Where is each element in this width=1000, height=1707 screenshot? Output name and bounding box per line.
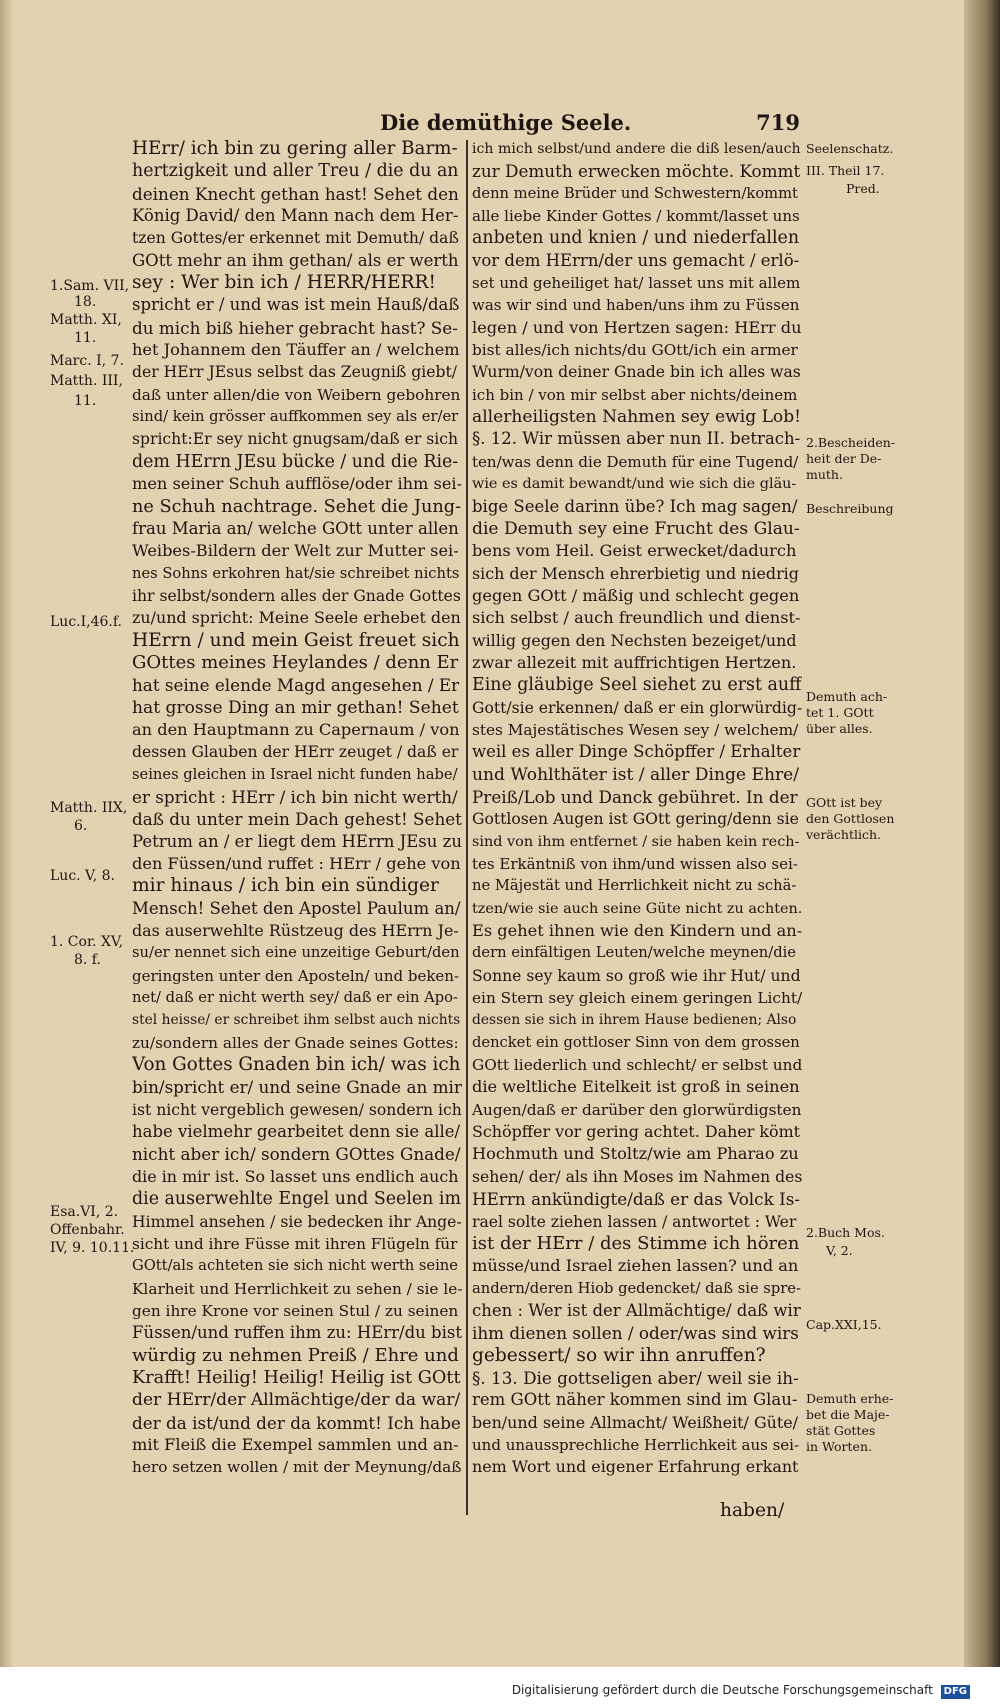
text-line: zwar allezeit mit auffrichtigen Hertzen. [472,652,797,672]
margin-note-demuth-erhebet-3: stät Gottes [806,1423,876,1438]
margin-note-offenbahr: Offenbahr. [50,1222,125,1238]
text-line: Mensch! Sehet den Apostel Paulum an/ [132,898,461,918]
text-line: König David/ den Mann nach dem Her- [132,206,459,226]
text-line: dencket ein gottloser Sinn von dem grossen [472,1033,800,1051]
text-line: denn meine Brüder und Schwestern/kommt [472,184,798,202]
text-line: nes Sohns erkohren hat/sie schreibet nichts [132,564,460,582]
text-line: Preiß/Lob und Danck gebühret. In der [472,786,798,807]
text-line: rem GOtt näher kommen sind im Glau- [472,1390,798,1410]
text-line: bens vom Heil. Geist erwecket/dadurch [472,541,797,561]
margin-note-cor-verse: 8. f. [74,952,101,968]
margin-note-buch-mos: 2.Buch Mos. [806,1225,885,1240]
text-line: zu/sondern alles der Gnade seines Gottes: [132,1033,459,1052]
text-line: alle liebe Kinder Gottes / kommt/lasset uns [472,207,800,226]
text-line: deinen Knecht gethan hast! Sehet den [132,183,459,204]
text-line: an den Hauptmann zu Capernaum / von [132,719,460,739]
digitization-footer [0,1667,1000,1707]
text-line: su/er nennet sich eine unzeitige Geburt/den [132,944,460,962]
text-line: men seiner Schuh aufflöse/oder ihm sei- [132,474,462,494]
text-line: spricht:Er sey nicht gnugsam/daß er sich [132,430,458,449]
text-line: GOtt liederlich und schlecht/ er selbst und [472,1056,802,1075]
right-text-column [472,138,802,1479]
text-line: ihm dienen sollen / oder/was sind wirs [472,1323,799,1344]
text-line: bige Seele darinn übe? Ich mag sagen/ [472,496,798,516]
page-header [380,110,800,136]
text-line: ich mich selbst/und andere die diß lesen/auch [472,141,801,157]
text-line: gegen GOtt / mäßig und schlecht gegen [472,585,800,605]
text-line: andern/deren Hiob gedencket/ daß sie spre- [472,1279,801,1297]
text-line: er spricht : HErr / ich bin nicht werth/ [132,786,458,807]
text-line: sey : Wer bin ich / HERR/HERR! [132,272,437,294]
text-line: GOttes meines Heylandes / denn Er [132,651,459,673]
text-line: den Füssen/und ruffet : HErr / gehe von [132,854,461,873]
text-line: und Wohlthäter ist / aller Dinge Ehre/ [472,764,800,785]
text-line: mit Fleiß die Exempel sammlen und an- [132,1434,459,1454]
margin-note-gott-verachtlich: GOtt ist bey [806,795,883,810]
text-line: und unaussprechliche Herrlichkeit aus sei- [472,1435,800,1454]
text-line: Klarheit und Herrlichkeit zu sehen / sie le- [132,1279,462,1298]
text-line: chen : Wer ist der Allmächtige/ daß wir [472,1300,801,1320]
text-line: §. 12. Wir müssen aber nun II. betrach- [472,429,801,449]
text-line: allerheiligsten Nahmen sey ewig Lob! [472,407,802,428]
text-line: ne Schuh nachtrage. Sehet die Jung- [132,496,462,517]
margin-note-seelenschatz-theil: III. Theil 17. [806,163,885,178]
margin-note-bescheidenheit-2: heit der De- [806,451,882,466]
text-line: GOtt/als achteten sie sich nicht werth seine [132,1257,458,1275]
margin-note-cor: 1. Cor. XV, [50,934,124,950]
text-line: Augen/daß er darüber den glorwürdigsten [472,1100,802,1119]
text-line: zu/und spricht: Meine Seele erhebet den [132,608,461,628]
text-line: Füssen/und ruffen ihm zu: HErr/du bist [132,1323,462,1343]
text-line: Es gehet ihnen wie den Kindern und an- [472,921,802,941]
text-line: §. 13. Die gottseligen aber/ weil sie ih- [472,1367,799,1388]
text-line: hertzigkeit und aller Treu / die du an [132,161,459,182]
text-line: sich der Mensch ehrerbietig und niedrig [472,563,799,583]
text-line: du mich biß hieher gebracht hast? Se- [132,317,458,338]
text-line: anbeten und knien / und niederfallen [472,228,800,249]
text-line: dessen sie sich in ihrem Hause bedienen; Also [472,1012,797,1029]
footer-credit-text: Digitalisierung gefördert durch die Deutsche Forschungsgemeinschaft [511,1683,933,1697]
catchword: haben/ [720,1500,785,1521]
running-title: Die demüthige Seele. [380,110,632,135]
text-line: HErrn ankündigte/daß er das Volck Is- [472,1189,800,1210]
text-line: Krafft! Heilig! Heilig! Heilig ist GOtt [132,1367,461,1388]
margin-note-demuth-erhebet-2: bet die Maje- [806,1407,890,1422]
text-line: müsse/und Israel ziehen lassen? und an [472,1256,799,1276]
text-line: frau Maria an/ welche GOtt unter allen [132,518,459,538]
text-line: ist nicht vergeblich gewesen/ sondern ich [132,1100,462,1119]
text-line: Schöpffer vor gering achtet. Daher kömt [472,1122,801,1142]
margin-note-matth-xi-verse: 11. [74,330,97,346]
text-line: HErrn / und mein Geist freuet sich [132,629,460,651]
margin-note-matth-iix-verse: 6. [74,818,88,834]
text-line: bin/spricht er/ und seine Gnade an mir [132,1077,462,1098]
text-line: hat seine elende Magd angesehen / Er [132,675,460,696]
text-line: seines gleichen in Israel nicht funden habe/ [132,765,458,783]
margin-note-luc-v: Luc. V, 8. [50,868,115,884]
text-line: GOtt mehr an ihm gethan/ als er werth [132,250,459,270]
book-gutter [964,0,1000,1707]
text-line: daß unter allen/die von Weibern gebohren [132,385,461,404]
margin-note-buch-mos-verse: V, 2. [826,1243,853,1258]
column-rule [466,140,468,1515]
text-line: tes Erkäntniß von ihm/und wissen also sei- [472,855,798,873]
margin-note-luc-i: Luc.I,46.f. [50,614,122,630]
text-line: ein Stern sey gleich einem geringen Licht/ [472,989,802,1008]
text-line: die Demuth sey eine Frucht des Glau- [472,518,800,539]
text-line: das auserwehlte Rüstzeug des HErrn Je- [132,921,459,941]
text-line: Wurm/von deiner Gnade bin ich alles was [472,363,801,382]
text-line: Gott/sie erkennen/ daß er ein glorwürdig- [472,698,802,717]
text-line: Von Gottes Gnaden bin ich/ was ich [132,1054,461,1076]
text-line: die in mir ist. So lasset uns endlich auch [132,1166,459,1186]
text-line: ich bin / von mir selbst aber nichts/deinem [472,385,798,404]
text-line: weil es aller Dinge Schöpffer / Erhalter [472,742,801,762]
text-line: die weltliche Eitelkeit ist groß in seinen [472,1077,800,1097]
margin-note-sam: 1.Sam. VII, [50,278,130,294]
text-line: net/ daß er nicht werth sey/ daß er ein Apo- [132,989,458,1007]
text-line: Hochmuth und Stoltz/wie am Pharao zu [472,1144,799,1164]
text-line: sind von ihm entfernet / sie haben kein rech- [472,833,800,850]
text-line: was wir sind und haben/uns ihm zu Füssen [472,296,800,315]
margin-note-demuth-achtet: Demuth ach- [806,689,888,704]
text-line: nicht aber ich/ sondern GOttes Gnade/ [132,1144,461,1165]
text-line: willig gegen den Nechsten bezeiget/und [472,630,797,650]
text-line: ten/was denn die Demuth für eine Tugend/ [472,452,799,471]
text-line: hero setzen wollen / mit der Meynung/daß [132,1458,462,1477]
text-line: Eine gläubige Seel siehet zu erst auff [472,675,802,696]
text-line: wie es damit bewandt/und wie sich die gläu- [472,476,797,493]
text-line: mir hinaus / ich bin ein sündiger [132,875,439,897]
margin-note-seelenschatz: Seelenschatz. [806,141,894,156]
text-line: sich selbst / auch freundlich und dienst- [472,608,801,628]
margin-note-matth-iii-verse: 11. [74,393,97,409]
margin-note-matth-iix: Matth. IIX, [50,800,128,816]
text-line: stes Majestätisches Wesen sey / welchem/ [472,720,799,739]
text-line: rael solte ziehen lassen / antwortet : Wer [472,1212,797,1231]
margin-note-seelenschatz-pred: Pred. [846,181,880,196]
text-line: der HErr JEsus selbst das Zeugniß giebt/ [132,363,457,382]
text-line: würdig zu nehmen Preiß / Ehre und [132,1344,459,1366]
text-line: dern einfältigen Leuten/welche meynen/die [472,944,796,962]
text-line: hat grosse Ding an mir gethan! Sehet [132,697,459,718]
text-line: ne Mäjestät und Herrlichkeit nicht zu schä- [472,877,797,895]
text-line: tzen/wie sie auch seine Güte nicht zu achten. [472,900,802,917]
text-line: dem HErrn JEsu bücke / und die Rie- [132,451,459,472]
text-line: tzen Gottes/er erkennet mit Demuth/ daß [132,229,459,248]
text-line: Himmel ansehen / sie bedecken ihr Ange- [132,1212,462,1231]
text-line: nem Wort und eigener Erfahrung erkant [472,1457,799,1477]
page-edge-shadow [0,0,14,1707]
margin-note-marc: Marc. I, 7. [50,353,124,369]
text-line: der da ist/und der da kommt! Ich habe [132,1412,461,1433]
page-number: 719 [756,110,800,135]
dfg-logo: DFG [941,1685,970,1699]
margin-note-demuth-erhebet-4: in Worten. [806,1439,872,1454]
margin-note-beschreibung: Beschreibung [806,501,894,516]
margin-note-cap: Cap.XXI,15. [806,1317,882,1332]
margin-note-esa: Esa.VI, 2. [50,1204,119,1220]
text-line: gen ihre Krone vor seinen Stul / zu seinen [132,1301,459,1320]
margin-note-gott-verachtlich-3: verächtlich. [806,827,881,842]
text-line: sehen/ der/ als ihn Moses im Nahmen des [472,1167,802,1186]
text-line: sicht und ihre Füsse mit ihren Flügeln für [132,1234,458,1253]
margin-note-demuth-erhebet: Demuth erhe- [806,1391,894,1406]
margin-note-demuth-achtet-3: über alles. [806,721,873,736]
text-line: HErr/ ich bin zu gering aller Barm- [132,138,458,159]
text-line: set und geheiliget hat/ lasset uns mit allem [472,274,801,293]
margin-note-matth-iii: Matth. III, [50,373,123,389]
text-line: habe vielmehr gearbeitet denn sie alle/ [132,1122,461,1142]
text-line: ben/und seine Allmacht/ Weißheit/ Güte/ [472,1412,799,1432]
text-line: der HErr/der Allmächtige/der da war/ [132,1390,461,1411]
text-line: sind/ kein grösser auffkommen sey als er/er [132,408,459,426]
text-line: bist alles/ich nichts/du GOtt/ich ein armer [472,341,798,360]
text-line: die auserwehlte Engel und Seelen im [132,1189,461,1210]
left-text-column [132,138,462,1479]
text-line: gebessert/ so wir ihn anruffen? [472,1344,766,1366]
margin-note-bescheidenheit: 2.Bescheiden- [806,435,896,450]
text-line: Sonne sey kaum so groß wie ihr Hut/ und [472,966,801,985]
text-line: legen / und von Hertzen sagen: HErr du [472,317,802,337]
text-line: Petrum an / er liegt dem HErrn JEsu zu [132,831,462,851]
margin-note-demuth-achtet-2: tet 1. GOtt [806,705,874,720]
margin-note-offenbahr-verse: IV, 9. 10.11. [50,1240,135,1256]
text-line: spricht er / und was ist mein Hauß/daß [132,295,460,315]
text-line: Gottlosen Augen ist GOtt gering/denn sie [472,810,799,829]
text-line: zur Demuth erwecken möchte. Kommt [472,161,801,182]
text-line: ist der HErr / des Stimme ich hören [472,1232,800,1254]
text-line: ihr selbst/sondern alles der Gnade Gottes [132,586,461,605]
margin-note-sam-verse: 18. [74,294,97,310]
margin-note-matth-xi: Matth. XI, [50,312,122,328]
text-line: geringsten unter den Aposteln/ und beken- [132,966,460,985]
margin-note-bescheidenheit-3: muth. [806,467,843,482]
margin-note-gott-verachtlich-2: den Gottlosen [806,811,895,826]
text-line: dessen Glauben der HErr zeuget / daß er [132,743,459,762]
footer-credit [512,1683,970,1699]
text-line: vor dem HErrn/der uns gemacht / erlö- [472,250,800,270]
text-line: Weibes-Bildern der Welt zur Mutter sei- [132,541,459,561]
text-line: stel heisse/ er schreibet ihm selbst auch nichts [132,1012,461,1029]
text-line: daß du unter mein Dach gehest! Sehet [132,809,462,830]
text-line: het Johannem den Täuffer an / welchem [132,340,460,360]
